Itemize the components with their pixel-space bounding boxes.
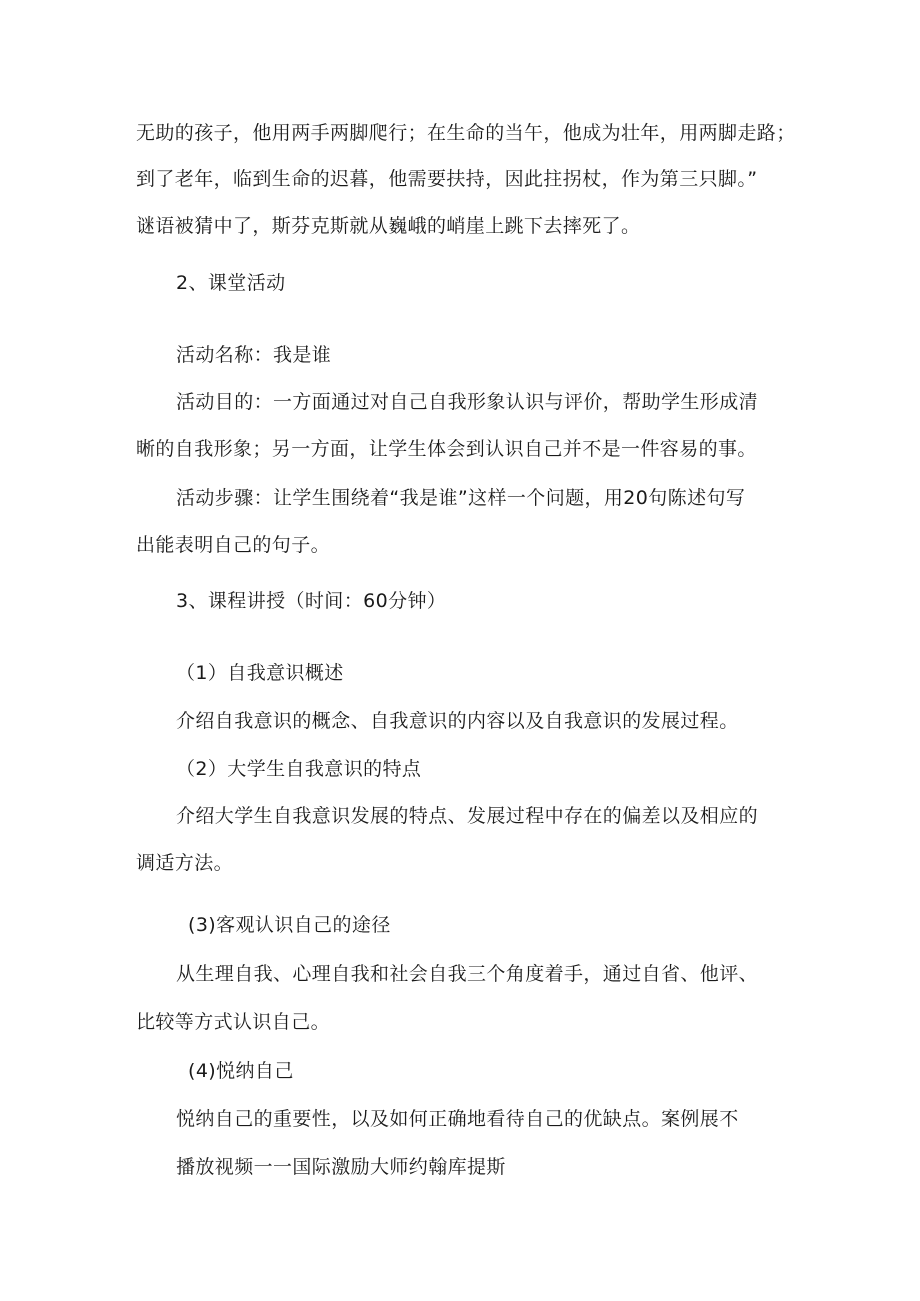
subheading-3-text-line-1: 从生理自我、心理自我和社会自我三个角度着手，通过自省、他评、 — [176, 963, 759, 985]
subheading-2-text-line-2: 调适方法。 — [136, 852, 234, 874]
subheading-4-text: 悦纳自己的重要性，以及如何正确地看待自己的优缺点。案例展不 — [176, 1108, 739, 1130]
paragraph-line-3: 谜语被猜中了，斯芬克斯就从巍峨的峭崖上跳下去摔死了。 — [136, 215, 641, 237]
subheading-4: (4)悦纳自己 — [188, 1060, 294, 1082]
subheading-2-text-line-1: 介绍大学生自我意识发展的特点、发展过程中存在的偏差以及相应的 — [176, 805, 759, 827]
section-heading-classroom-activity: 2、课堂活动 — [176, 272, 286, 294]
subheading-2: （2）大学生自我意识的特点 — [176, 758, 422, 780]
activity-purpose-line-1: 活动目的：一方面通过对自己自我形象认识与评价，帮助学生形成清 — [176, 391, 759, 413]
subheading-3: (3)客观认识自己的途径 — [188, 914, 391, 936]
subheading-1: （1）自我意识概述 — [176, 662, 344, 684]
activity-name: 活动名称：我是谁 — [176, 344, 332, 366]
activity-steps-line-2: 出能表明自己的句子。 — [136, 534, 331, 556]
video-case-line: 播放视频一一国际激励大师约翰库提斯 — [176, 1156, 506, 1178]
activity-steps-line-1: 活动步骤：让学生围绕着“我是谁”这样一个问题，用20句陈述句写 — [176, 487, 746, 509]
subheading-3-text-line-2: 比较等方式认识自己。 — [136, 1011, 331, 1033]
section-heading-lecture: 3、课程讲授（时间：60分钟） — [176, 590, 447, 612]
subheading-1-text: 介绍自我意识的概念、自我意识的内容以及自我意识的发展过程。 — [176, 710, 739, 732]
paragraph-line-2: 到了老年，临到生命的迟暮，他需要扶持，因此拄拐杖，作为第三只脚。” — [136, 168, 758, 190]
paragraph-line-1: 无助的孩子，他用两手两脚爬行；在生命的当午，他成为壮年，用两脚走路； — [136, 122, 796, 144]
activity-purpose-line-2: 晰的自我形象；另一方面，让学生体会到认识自己并不是一件容易的事。 — [136, 438, 757, 460]
